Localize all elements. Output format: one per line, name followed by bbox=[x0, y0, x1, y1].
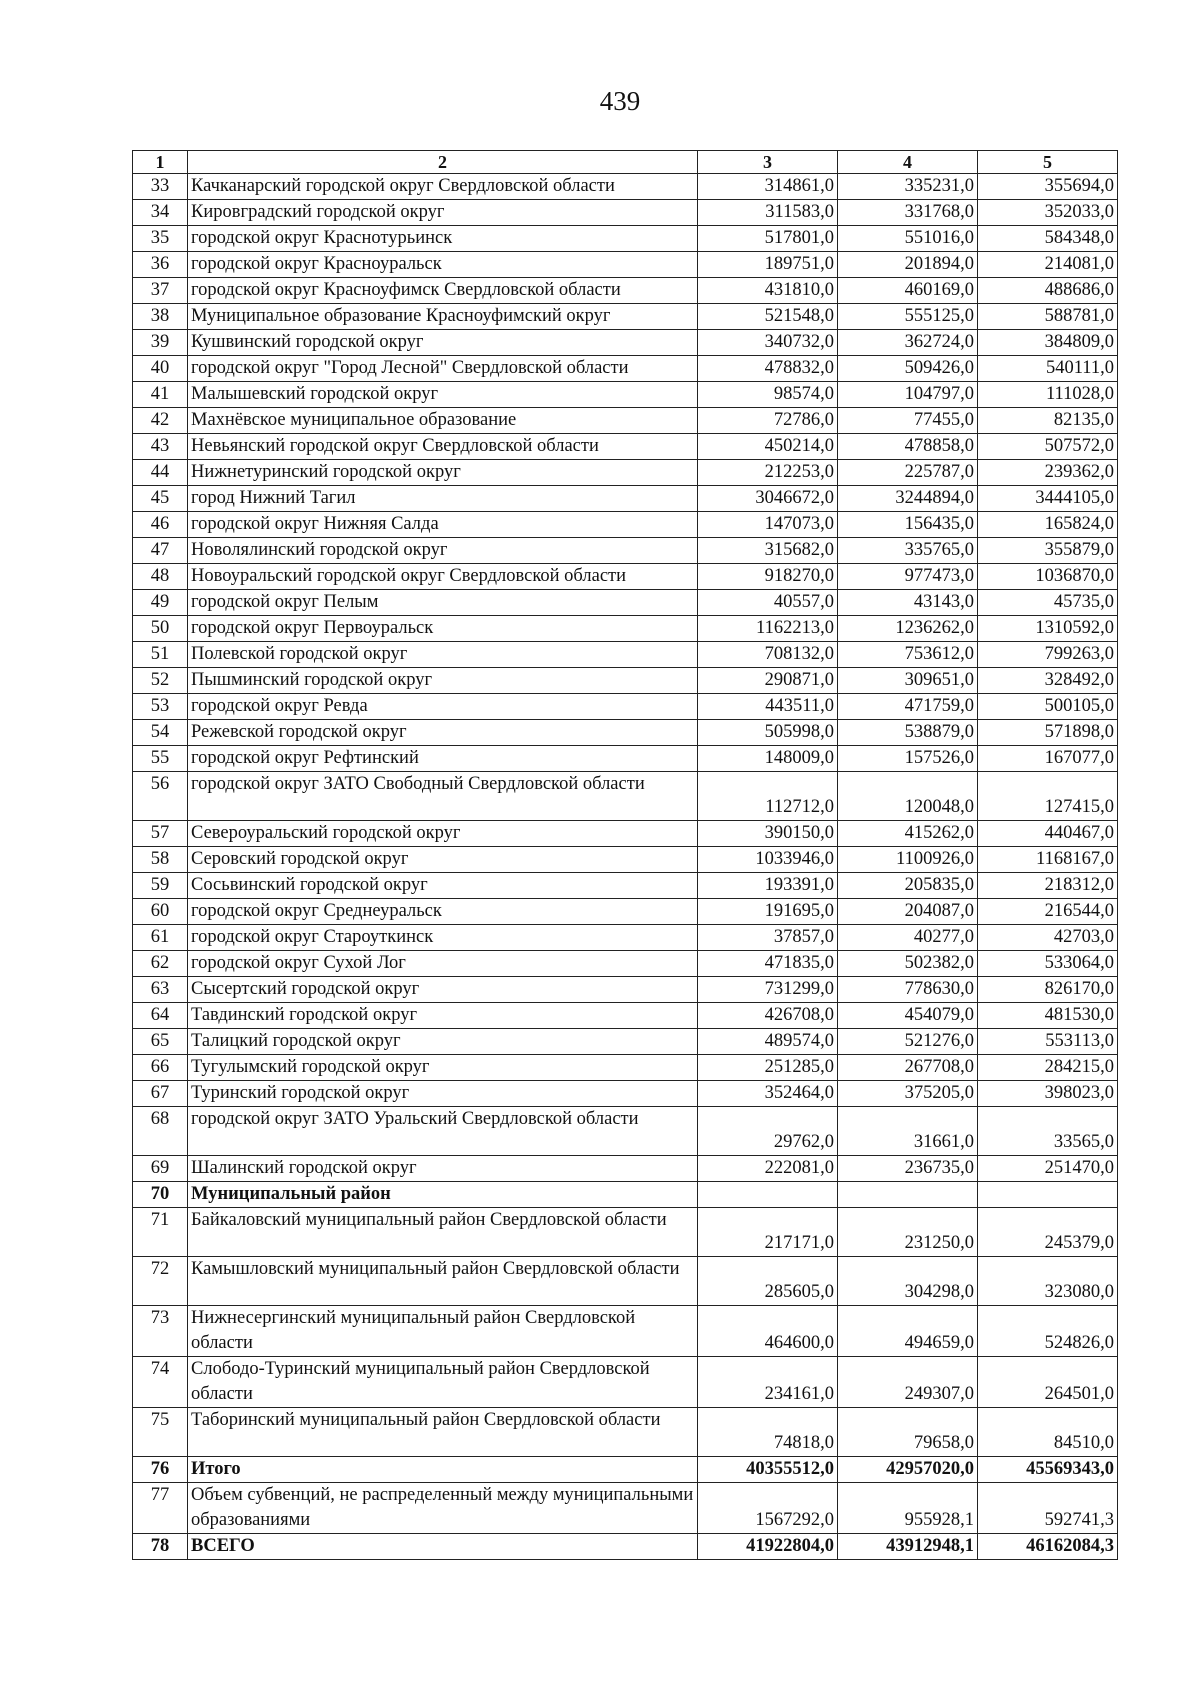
table-row bbox=[133, 382, 1118, 408]
row-number: 74 bbox=[133, 1357, 188, 1408]
table-row bbox=[133, 1003, 1118, 1029]
row-name: городской округ ЗАТО Свободный Свердловской области bbox=[188, 772, 698, 821]
table-row bbox=[133, 1156, 1118, 1182]
row-value-col4: 778630,0 bbox=[838, 977, 978, 1003]
table-row bbox=[133, 1408, 1118, 1457]
row-value-col3: 189751,0 bbox=[698, 252, 838, 278]
row-number: 44 bbox=[133, 460, 188, 486]
row-value-col3: 314861,0 bbox=[698, 174, 838, 200]
row-name: городской округ Пелым bbox=[188, 590, 698, 616]
row-value-col4: 478858,0 bbox=[838, 434, 978, 460]
row-name: городской округ Красноуральск bbox=[188, 252, 698, 278]
header-col-2: 2 bbox=[188, 151, 698, 174]
row-value-col3: 41922804,0 bbox=[698, 1534, 838, 1560]
row-number: 49 bbox=[133, 590, 188, 616]
row-value-col5: 588781,0 bbox=[978, 304, 1118, 330]
row-value-col4: 42957020,0 bbox=[838, 1457, 978, 1483]
row-name: Новолялинский городской округ bbox=[188, 538, 698, 564]
row-name: городской округ Ревда bbox=[188, 694, 698, 720]
row-value-col5: 524826,0 bbox=[978, 1306, 1118, 1357]
row-name: городской округ Староуткинск bbox=[188, 925, 698, 951]
row-value-col3: 505998,0 bbox=[698, 720, 838, 746]
table-row bbox=[133, 1306, 1118, 1357]
row-value-col5: 323080,0 bbox=[978, 1257, 1118, 1306]
row-value-col5: 481530,0 bbox=[978, 1003, 1118, 1029]
row-value-col3: 72786,0 bbox=[698, 408, 838, 434]
row-name: Полевской городской округ bbox=[188, 642, 698, 668]
table-row bbox=[133, 642, 1118, 668]
row-value-col3: 147073,0 bbox=[698, 512, 838, 538]
row-value-col3: 471835,0 bbox=[698, 951, 838, 977]
row-value-col4: 3244894,0 bbox=[838, 486, 978, 512]
row-value-col3: 431810,0 bbox=[698, 278, 838, 304]
row-value-col3: 708132,0 bbox=[698, 642, 838, 668]
row-number: 63 bbox=[133, 977, 188, 1003]
row-value-col4: 375205,0 bbox=[838, 1081, 978, 1107]
table-row bbox=[133, 925, 1118, 951]
row-value-col3: 40557,0 bbox=[698, 590, 838, 616]
table-row bbox=[133, 1257, 1118, 1306]
row-value-col5: 42703,0 bbox=[978, 925, 1118, 951]
row-value-col3: 450214,0 bbox=[698, 434, 838, 460]
row-value-col5: 500105,0 bbox=[978, 694, 1118, 720]
row-number: 34 bbox=[133, 200, 188, 226]
row-number: 69 bbox=[133, 1156, 188, 1182]
row-name: Туринский городской округ bbox=[188, 1081, 698, 1107]
row-value-col4: 40277,0 bbox=[838, 925, 978, 951]
row-value-col3: 390150,0 bbox=[698, 821, 838, 847]
row-name: городской округ "Город Лесной" Свердловской области bbox=[188, 356, 698, 382]
row-value-col3: 489574,0 bbox=[698, 1029, 838, 1055]
row-value-col3: 352464,0 bbox=[698, 1081, 838, 1107]
row-number: 36 bbox=[133, 252, 188, 278]
row-number: 59 bbox=[133, 873, 188, 899]
table-row bbox=[133, 590, 1118, 616]
table-row bbox=[133, 512, 1118, 538]
row-value-col5: 127415,0 bbox=[978, 772, 1118, 821]
row-value-col5: 1168167,0 bbox=[978, 847, 1118, 873]
row-value-col3: 191695,0 bbox=[698, 899, 838, 925]
row-name: Тавдинский городской округ bbox=[188, 1003, 698, 1029]
row-name: городской округ Красноуфимск Свердловской области bbox=[188, 278, 698, 304]
row-value-col3: 193391,0 bbox=[698, 873, 838, 899]
row-value-col4: 335765,0 bbox=[838, 538, 978, 564]
row-value-col5: 245379,0 bbox=[978, 1208, 1118, 1257]
row-number: 60 bbox=[133, 899, 188, 925]
row-value-col4: 309651,0 bbox=[838, 668, 978, 694]
row-value-col3: 340732,0 bbox=[698, 330, 838, 356]
row-name: городской округ Среднеуральск bbox=[188, 899, 698, 925]
row-value-col4: 362724,0 bbox=[838, 330, 978, 356]
table-row bbox=[133, 174, 1118, 200]
row-number: 50 bbox=[133, 616, 188, 642]
row-value-col3: 222081,0 bbox=[698, 1156, 838, 1182]
row-name: городской округ ЗАТО Уральский Свердловской области bbox=[188, 1107, 698, 1156]
row-name: Тугулымский городской округ bbox=[188, 1055, 698, 1081]
row-name: Муниципальное образование Красноуфимский округ bbox=[188, 304, 698, 330]
row-value-col5: 218312,0 bbox=[978, 873, 1118, 899]
table-row bbox=[133, 951, 1118, 977]
row-value-col4: 955928,1 bbox=[838, 1483, 978, 1534]
row-value-col4: 555125,0 bbox=[838, 304, 978, 330]
table-row bbox=[133, 616, 1118, 642]
row-value-col3: 98574,0 bbox=[698, 382, 838, 408]
row-value-col5: 352033,0 bbox=[978, 200, 1118, 226]
row-name: Североуральский городской округ bbox=[188, 821, 698, 847]
row-number: 40 bbox=[133, 356, 188, 382]
row-number: 51 bbox=[133, 642, 188, 668]
row-value-col5: 384809,0 bbox=[978, 330, 1118, 356]
row-value-col4: 120048,0 bbox=[838, 772, 978, 821]
table-row bbox=[133, 304, 1118, 330]
row-number: 35 bbox=[133, 226, 188, 252]
row-value-col5: 3444105,0 bbox=[978, 486, 1118, 512]
row-value-col3 bbox=[698, 1182, 838, 1208]
row-value-col4: 267708,0 bbox=[838, 1055, 978, 1081]
row-value-col3: 464600,0 bbox=[698, 1306, 838, 1357]
table-row bbox=[133, 873, 1118, 899]
row-value-col3: 918270,0 bbox=[698, 564, 838, 590]
table-row bbox=[133, 1107, 1118, 1156]
row-value-col4: 77455,0 bbox=[838, 408, 978, 434]
row-value-col4: 454079,0 bbox=[838, 1003, 978, 1029]
row-value-col5: 355879,0 bbox=[978, 538, 1118, 564]
row-value-col4: 494659,0 bbox=[838, 1306, 978, 1357]
row-value-col3: 1033946,0 bbox=[698, 847, 838, 873]
table-row bbox=[133, 821, 1118, 847]
row-value-col4: 502382,0 bbox=[838, 951, 978, 977]
row-value-col4: 79658,0 bbox=[838, 1408, 978, 1457]
table-row bbox=[133, 746, 1118, 772]
row-number: 78 bbox=[133, 1534, 188, 1560]
row-number: 71 bbox=[133, 1208, 188, 1257]
row-number: 68 bbox=[133, 1107, 188, 1156]
row-value-col5: 264501,0 bbox=[978, 1357, 1118, 1408]
table-row bbox=[133, 1081, 1118, 1107]
row-name: Слободо-Туринский муниципальный район Свердловской области bbox=[188, 1357, 698, 1408]
row-value-col3: 212253,0 bbox=[698, 460, 838, 486]
row-number: 46 bbox=[133, 512, 188, 538]
row-value-col5: 167077,0 bbox=[978, 746, 1118, 772]
row-name: Итого bbox=[188, 1457, 698, 1483]
table-header-row bbox=[133, 151, 1118, 174]
row-value-col5 bbox=[978, 1182, 1118, 1208]
table-body bbox=[133, 174, 1118, 1560]
row-value-col5: 799263,0 bbox=[978, 642, 1118, 668]
row-name: Байкаловский муниципальный район Свердловской области bbox=[188, 1208, 698, 1257]
table-row bbox=[133, 720, 1118, 746]
row-value-col3: 3046672,0 bbox=[698, 486, 838, 512]
row-value-col3: 29762,0 bbox=[698, 1107, 838, 1156]
table-row bbox=[133, 1055, 1118, 1081]
row-value-col5: 355694,0 bbox=[978, 174, 1118, 200]
row-value-col4: 201894,0 bbox=[838, 252, 978, 278]
row-name: Сосьвинский городской округ bbox=[188, 873, 698, 899]
row-value-col4: 236735,0 bbox=[838, 1156, 978, 1182]
row-value-col5: 571898,0 bbox=[978, 720, 1118, 746]
row-value-col5: 328492,0 bbox=[978, 668, 1118, 694]
row-number: 33 bbox=[133, 174, 188, 200]
row-number: 76 bbox=[133, 1457, 188, 1483]
row-value-col5: 488686,0 bbox=[978, 278, 1118, 304]
row-value-col5: 398023,0 bbox=[978, 1081, 1118, 1107]
row-value-col4 bbox=[838, 1182, 978, 1208]
header-col-5: 5 bbox=[978, 151, 1118, 174]
row-name: Нижнетуринский городской округ bbox=[188, 460, 698, 486]
row-value-col4: 304298,0 bbox=[838, 1257, 978, 1306]
row-value-col4: 31661,0 bbox=[838, 1107, 978, 1156]
row-name: Махнёвское муниципальное образование bbox=[188, 408, 698, 434]
header-col-1: 1 bbox=[133, 151, 188, 174]
row-number: 66 bbox=[133, 1055, 188, 1081]
row-name: городской округ Первоуральск bbox=[188, 616, 698, 642]
table-row bbox=[133, 252, 1118, 278]
row-name: Новоуральский городской округ Свердловской области bbox=[188, 564, 698, 590]
row-number: 41 bbox=[133, 382, 188, 408]
row-value-col3: 148009,0 bbox=[698, 746, 838, 772]
row-number: 47 bbox=[133, 538, 188, 564]
row-value-col3: 517801,0 bbox=[698, 226, 838, 252]
row-value-col4: 249307,0 bbox=[838, 1357, 978, 1408]
row-name: Муниципальный район bbox=[188, 1182, 698, 1208]
row-value-col5: 82135,0 bbox=[978, 408, 1118, 434]
row-name: ВСЕГО bbox=[188, 1534, 698, 1560]
row-name: городской округ Сухой Лог bbox=[188, 951, 698, 977]
subvention-table bbox=[132, 150, 1118, 1560]
row-value-col5: 284215,0 bbox=[978, 1055, 1118, 1081]
row-value-col4: 977473,0 bbox=[838, 564, 978, 590]
row-value-col4: 415262,0 bbox=[838, 821, 978, 847]
row-value-col4: 204087,0 bbox=[838, 899, 978, 925]
row-name: Серовский городской округ bbox=[188, 847, 698, 873]
row-value-col3: 74818,0 bbox=[698, 1408, 838, 1457]
row-number: 38 bbox=[133, 304, 188, 330]
row-name: Пышминский городской округ bbox=[188, 668, 698, 694]
row-number: 56 bbox=[133, 772, 188, 821]
row-value-col3: 731299,0 bbox=[698, 977, 838, 1003]
row-value-col5: 239362,0 bbox=[978, 460, 1118, 486]
table-row bbox=[133, 200, 1118, 226]
row-value-col4: 538879,0 bbox=[838, 720, 978, 746]
page-number: 439 bbox=[599, 86, 641, 116]
row-value-col3: 1162213,0 bbox=[698, 616, 838, 642]
row-number: 53 bbox=[133, 694, 188, 720]
row-value-col5: 826170,0 bbox=[978, 977, 1118, 1003]
table-row bbox=[133, 486, 1118, 512]
row-number: 52 bbox=[133, 668, 188, 694]
row-value-col4: 521276,0 bbox=[838, 1029, 978, 1055]
row-value-col5: 84510,0 bbox=[978, 1408, 1118, 1457]
table-row bbox=[133, 772, 1118, 821]
row-number: 77 bbox=[133, 1483, 188, 1534]
table-row bbox=[133, 278, 1118, 304]
row-value-col5: 45569343,0 bbox=[978, 1457, 1118, 1483]
row-value-col4: 753612,0 bbox=[838, 642, 978, 668]
table-row bbox=[133, 1457, 1118, 1483]
row-value-col4: 1100926,0 bbox=[838, 847, 978, 873]
table-row bbox=[133, 899, 1118, 925]
table-row bbox=[133, 1029, 1118, 1055]
table-row bbox=[133, 538, 1118, 564]
row-name: Талицкий городской округ bbox=[188, 1029, 698, 1055]
row-name: Малышевский городской округ bbox=[188, 382, 698, 408]
row-value-col4: 1236262,0 bbox=[838, 616, 978, 642]
row-value-col5: 46162084,3 bbox=[978, 1534, 1118, 1560]
row-value-col3: 40355512,0 bbox=[698, 1457, 838, 1483]
row-value-col4: 231250,0 bbox=[838, 1208, 978, 1257]
row-number: 48 bbox=[133, 564, 188, 590]
row-value-col5: 440467,0 bbox=[978, 821, 1118, 847]
row-value-col5: 1036870,0 bbox=[978, 564, 1118, 590]
row-name: Режевской городской округ bbox=[188, 720, 698, 746]
row-number: 55 bbox=[133, 746, 188, 772]
table-row bbox=[133, 434, 1118, 460]
table-row bbox=[133, 356, 1118, 382]
row-value-col4: 157526,0 bbox=[838, 746, 978, 772]
table-row bbox=[133, 330, 1118, 356]
table-row bbox=[133, 460, 1118, 486]
row-number: 42 bbox=[133, 408, 188, 434]
header-col-4: 4 bbox=[838, 151, 978, 174]
row-name: городской округ Рефтинский bbox=[188, 746, 698, 772]
row-value-col5: 584348,0 bbox=[978, 226, 1118, 252]
row-name: город Нижний Тагил bbox=[188, 486, 698, 512]
row-number: 61 bbox=[133, 925, 188, 951]
row-number: 64 bbox=[133, 1003, 188, 1029]
row-number: 75 bbox=[133, 1408, 188, 1457]
table-row bbox=[133, 847, 1118, 873]
row-value-col3: 478832,0 bbox=[698, 356, 838, 382]
row-number: 70 bbox=[133, 1182, 188, 1208]
row-value-col4: 156435,0 bbox=[838, 512, 978, 538]
row-value-col4: 460169,0 bbox=[838, 278, 978, 304]
row-number: 58 bbox=[133, 847, 188, 873]
row-name: Невьянский городской округ Свердловской области bbox=[188, 434, 698, 460]
table-row bbox=[133, 564, 1118, 590]
row-number: 57 bbox=[133, 821, 188, 847]
row-name: Сысертский городской округ bbox=[188, 977, 698, 1003]
table-row bbox=[133, 694, 1118, 720]
row-name: Шалинский городской округ bbox=[188, 1156, 698, 1182]
row-name: Камышловский муниципальный район Свердловской области bbox=[188, 1257, 698, 1306]
row-value-col5: 33565,0 bbox=[978, 1107, 1118, 1156]
row-number: 43 bbox=[133, 434, 188, 460]
table-row bbox=[133, 977, 1118, 1003]
row-name: Кушвинский городской округ bbox=[188, 330, 698, 356]
row-number: 45 bbox=[133, 486, 188, 512]
row-value-col4: 551016,0 bbox=[838, 226, 978, 252]
table-row bbox=[133, 1208, 1118, 1257]
table-row bbox=[133, 408, 1118, 434]
row-name: Объем субвенций, не распределенный между муниципальными образованиями bbox=[188, 1483, 698, 1534]
table-row bbox=[133, 226, 1118, 252]
row-value-col4: 104797,0 bbox=[838, 382, 978, 408]
row-value-col5: 592741,3 bbox=[978, 1483, 1118, 1534]
row-value-col4: 331768,0 bbox=[838, 200, 978, 226]
row-number: 54 bbox=[133, 720, 188, 746]
row-value-col5: 533064,0 bbox=[978, 951, 1118, 977]
row-value-col3: 234161,0 bbox=[698, 1357, 838, 1408]
row-value-col3: 285605,0 bbox=[698, 1257, 838, 1306]
row-value-col5: 1310592,0 bbox=[978, 616, 1118, 642]
row-name: Кировградский городской округ bbox=[188, 200, 698, 226]
row-name: городской округ Краснотурьинск bbox=[188, 226, 698, 252]
row-value-col3: 1567292,0 bbox=[698, 1483, 838, 1534]
row-number: 67 bbox=[133, 1081, 188, 1107]
row-value-col5: 45735,0 bbox=[978, 590, 1118, 616]
row-value-col3: 112712,0 bbox=[698, 772, 838, 821]
row-value-col4: 225787,0 bbox=[838, 460, 978, 486]
row-value-col4: 471759,0 bbox=[838, 694, 978, 720]
row-value-col3: 426708,0 bbox=[698, 1003, 838, 1029]
row-name: Качканарский городской округ Свердловской области bbox=[188, 174, 698, 200]
row-value-col5: 111028,0 bbox=[978, 382, 1118, 408]
row-value-col3: 311583,0 bbox=[698, 200, 838, 226]
row-name: городской округ Нижняя Салда bbox=[188, 512, 698, 538]
row-name: Нижнесергинский муниципальный район Свердловской области bbox=[188, 1306, 698, 1357]
row-value-col3: 443511,0 bbox=[698, 694, 838, 720]
row-value-col4: 43912948,1 bbox=[838, 1534, 978, 1560]
row-value-col5: 214081,0 bbox=[978, 252, 1118, 278]
row-value-col3: 217171,0 bbox=[698, 1208, 838, 1257]
row-value-col5: 216544,0 bbox=[978, 899, 1118, 925]
row-value-col3: 290871,0 bbox=[698, 668, 838, 694]
row-number: 62 bbox=[133, 951, 188, 977]
row-value-col5: 507572,0 bbox=[978, 434, 1118, 460]
row-number: 73 bbox=[133, 1306, 188, 1357]
row-number: 72 bbox=[133, 1257, 188, 1306]
table-row bbox=[133, 668, 1118, 694]
row-value-col3: 37857,0 bbox=[698, 925, 838, 951]
row-value-col4: 43143,0 bbox=[838, 590, 978, 616]
row-value-col3: 521548,0 bbox=[698, 304, 838, 330]
row-number: 65 bbox=[133, 1029, 188, 1055]
row-value-col4: 205835,0 bbox=[838, 873, 978, 899]
row-number: 39 bbox=[133, 330, 188, 356]
row-value-col4: 335231,0 bbox=[838, 174, 978, 200]
row-value-col5: 540111,0 bbox=[978, 356, 1118, 382]
row-name: Таборинский муниципальный район Свердловской области bbox=[188, 1408, 698, 1457]
table-row bbox=[133, 1534, 1118, 1560]
row-value-col5: 165824,0 bbox=[978, 512, 1118, 538]
row-value-col5: 251470,0 bbox=[978, 1156, 1118, 1182]
row-value-col5: 553113,0 bbox=[978, 1029, 1118, 1055]
row-value-col4: 509426,0 bbox=[838, 356, 978, 382]
table-row bbox=[133, 1182, 1118, 1208]
row-value-col3: 251285,0 bbox=[698, 1055, 838, 1081]
table-row bbox=[133, 1483, 1118, 1534]
row-value-col3: 315682,0 bbox=[698, 538, 838, 564]
header-col-3: 3 bbox=[698, 151, 838, 174]
table-row bbox=[133, 1357, 1118, 1408]
row-number: 37 bbox=[133, 278, 188, 304]
